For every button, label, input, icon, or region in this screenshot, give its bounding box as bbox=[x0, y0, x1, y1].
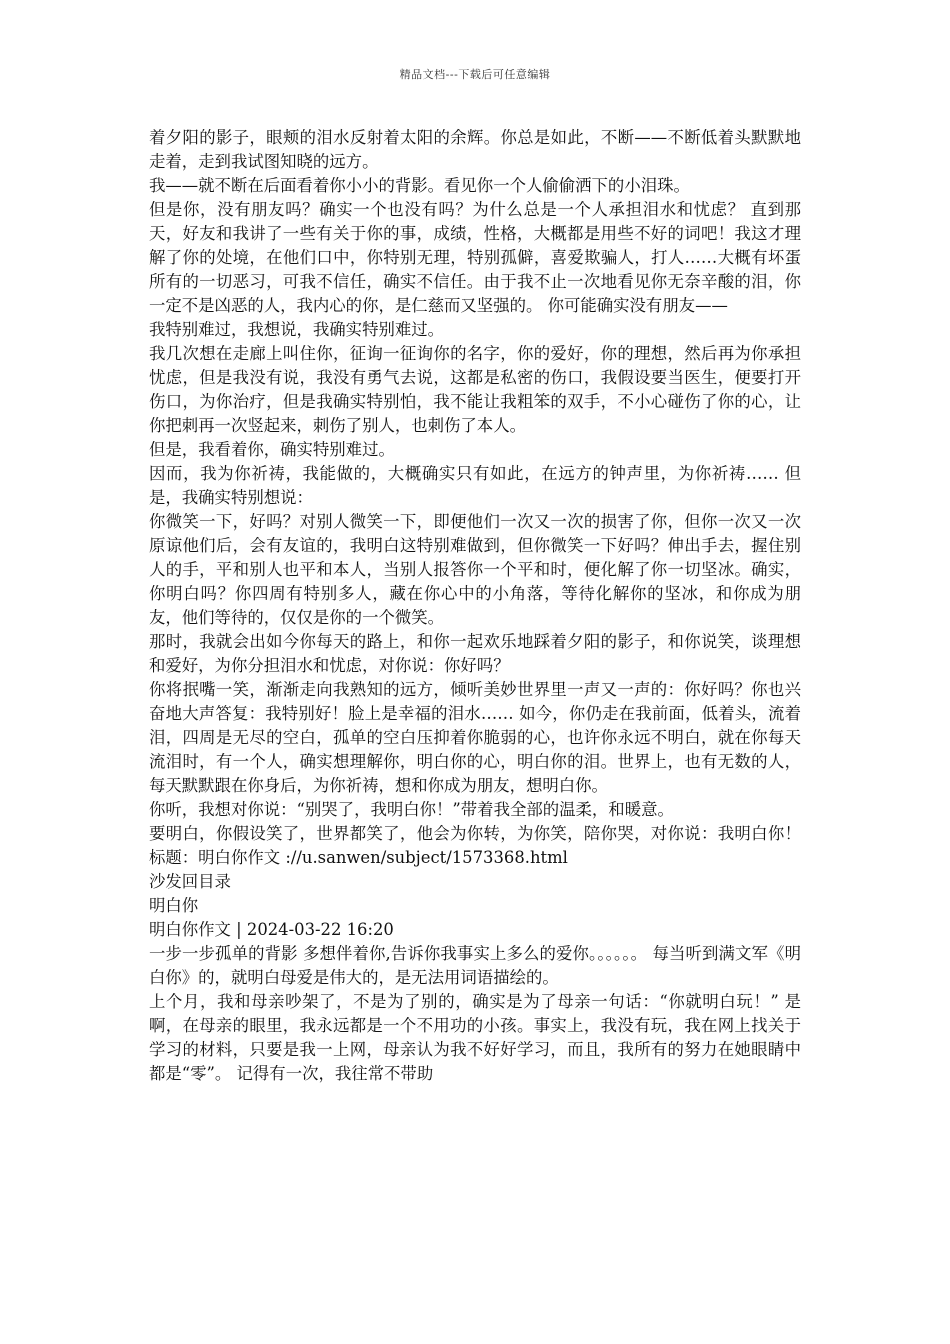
article-body bbox=[149, 126, 801, 1086]
nav-link-back-to-contents: 沙发回目录 bbox=[149, 872, 231, 891]
paragraph: 我——就不断在后面看着你小小的背影。看见你一个人偷偷洒下的小泪珠。 bbox=[149, 176, 690, 195]
paragraph: 上个月，我和母亲吵架了，不是为了别的，确实是为了母亲一句话：“你就明白玩！” 是啊，在母亲的眼里，我永远都是一个不用功的小孩。事实上，我没有玩，我在网上找关于学习的材料，只要是我一上网，母亲认为我不好好学习，而且，我所有的努力在她眼睛中都是“零”。 记得有一次，我往常不带助 bbox=[149, 992, 801, 1083]
paragraph: 你将抿嘴一笑，渐渐走向我熟知的远方，倾听美妙世界里一声又一声的：你好吗？你也兴奋地大声答复：我特别好！脸上是幸福的泪水…… 如今，你仍走在我前面，低着头，流着泪，四周是无尽的空白，孤单的空白压抑着你脆弱的心，也许你永远不明白，就在你每天流泪时，有一个人，确实想理解你，明白你的心，明白你的泪。世界上，也有无数的人，每天默默跟在你身后，为你祈祷，想和你成为朋友，想明白你。 bbox=[149, 680, 801, 795]
paragraph: 你微笑一下，好吗？对别人微笑一下，即便他们一次又一次的损害了你，但你一次又一次原谅他们后，会有友谊的，我明白这特别难做到，但你微笑一下好吗？伸出手去，握住别人的手，平和别人也平和本人，当别人报答你一个平和时，便化解了你一切坚冰。确实，你明白吗？你四周有特别多人，藏在你心中的小角落，等待化解你的坚冰，和你成为朋友，他们等待的，仅仅是你的一个微笑。 bbox=[149, 512, 801, 627]
article-title: 明白你 bbox=[149, 896, 199, 915]
paragraph: 要明白，你假设笑了，世界都笑了，他会为你转，为你笑，陪你哭，对你说：我明白你！ 标题：明白你作文 ://u.sanwen/subject/1573368.html bbox=[149, 824, 801, 867]
paragraph: 着夕阳的影子，眼颊的泪水反射着太阳的余辉。你总是如此，不断——不断低着头默默地走着，走到我试图知晓的远方。 bbox=[149, 128, 801, 171]
paragraph: 但是你，没有朋友吗？确实一个也没有吗？为什么总是一个人承担泪水和忧虑？ 直到那天，好友和我讲了一些有关于你的事，成绩，性格，大概都是用些不好的词吧！我这才理解了你的处境，在他们口中，你特别无理，特别孤僻，喜爱欺骗人，打人……大概有坏蛋所有的一切恶习，可我不信任，确实不信任。由于我不止一次地看见你无奈辛酸的泪，你一定不是凶恶的人，我内心的你，是仁慈而又坚强的。 你可能确实没有朋友—— bbox=[149, 200, 801, 315]
paragraph: 因而，我为你祈祷，我能做的，大概确实只有如此，在远方的钟声里，为你祈祷…… 但是，我确实特别想说： bbox=[149, 464, 801, 507]
paragraph: 我几次想在走廊上叫住你，征询一征询你的名字，你的爱好，你的理想，然后再为你承担忧虑，但是我没有说，我没有勇气去说，这都是私密的伤口，我假设要当医生，便要打开伤口，为你治疗，但是我确实特别怕，我不能让我粗笨的双手，不小心碰伤了你的心，让你把刺再一次竖起来，刺伤了别人，也刺伤了本人。 bbox=[149, 344, 801, 435]
page-header: 精品文档---下载后可任意编辑 bbox=[399, 68, 551, 81]
article-meta: 明白你作文 | 2024-03-22 16:20 bbox=[149, 920, 394, 939]
paragraph: 但是，我看着你，确实特别难过。 bbox=[149, 440, 395, 459]
paragraph: 我特别难过，我想说，我确实特别难过。 bbox=[149, 320, 445, 339]
paragraph: 那时，我就会出如今你每天的路上，和你一起欢乐地踩着夕阳的影子，和你说笑，谈理想和爱好，为你分担泪水和忧虑，对你说：你好吗？ bbox=[149, 632, 801, 675]
paragraph: 你听，我想对你说：“别哭了，我明白你！”带着我全部的温柔，和暖意。 bbox=[149, 800, 674, 819]
paragraph: 一步一步孤单的背影 多想伴着你,告诉你我事实上多么的爱你。。。。。。 每当听到满文军《明白你》的，就明白母爱是伟大的，是无法用词语描绘的。 bbox=[149, 944, 801, 987]
